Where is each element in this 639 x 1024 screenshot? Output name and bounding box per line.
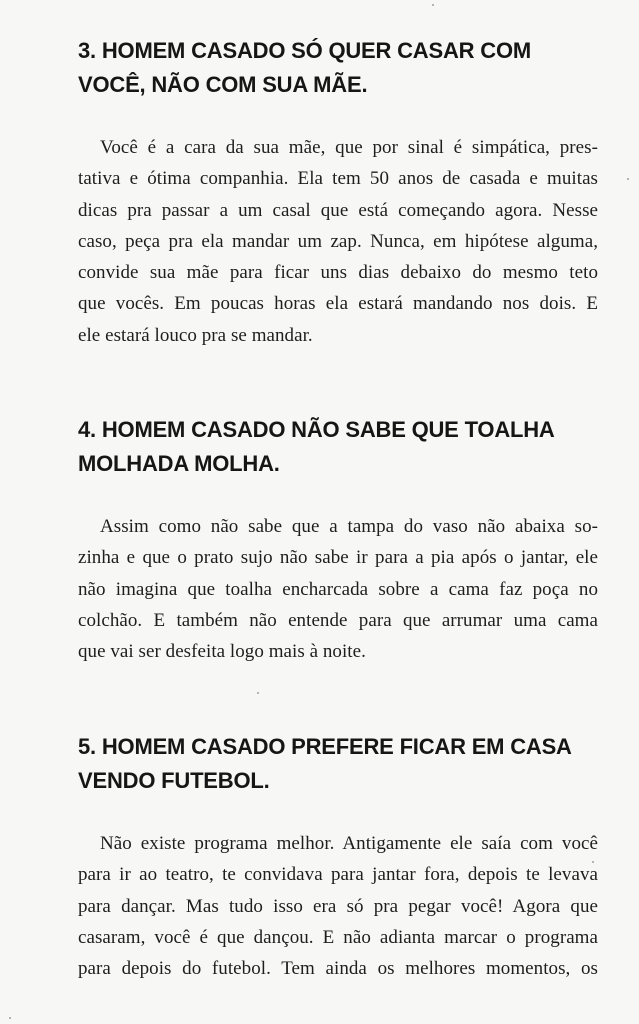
paragraph-line: convide sua mãe para ficar uns dias debaixo do mesmo teto xyxy=(78,262,598,284)
heading-line: 3. HOMEM CASADO SÓ QUER CASAR COM xyxy=(78,38,531,63)
section-paragraph xyxy=(78,511,598,667)
section-3 xyxy=(78,34,598,346)
heading-line: VENDO FUTEBOL. xyxy=(78,768,270,793)
paragraph-line: colchão. E também não entende para que arrumar uma cama xyxy=(78,609,598,631)
paragraph-line: para dançar. Mas tudo isso era só pra pegar você! Agora que xyxy=(78,895,598,917)
section-heading xyxy=(78,413,598,481)
paragraph-line: Você é a cara da sua mãe, que por sinal é simpática, pres- xyxy=(100,137,598,158)
section-heading xyxy=(78,730,598,798)
scan-speck xyxy=(9,1017,11,1019)
paragraph-line: para depois do futebol. Tem ainda os melhores momentos, os xyxy=(78,958,598,980)
section-4 xyxy=(78,413,598,663)
section-5 xyxy=(78,730,598,980)
paragraph-line: Não existe programa melhor. Antigamente ele saía com você xyxy=(100,833,598,854)
paragraph-line: Assim como não sabe que a tampa do vaso não abaixa so- xyxy=(100,516,598,537)
heading-line: MOLHADA MOLHA. xyxy=(78,451,280,476)
paragraph-line: não imagina que toalha encharcada sobre a cama faz poça no xyxy=(78,578,598,600)
scan-speck xyxy=(432,4,434,6)
paragraph-line: que vai ser desfeita logo mais à noite. xyxy=(78,641,366,663)
scan-speck xyxy=(627,178,629,180)
paragraph-line: que vocês. Em poucas horas ela estará mandando nos dois. E xyxy=(78,293,598,315)
paragraph-line: tativa e ótima companhia. Ela tem 50 anos de casada e muitas xyxy=(78,168,598,190)
section-paragraph xyxy=(78,132,598,351)
scan-speck xyxy=(257,692,259,694)
heading-line: 4. HOMEM CASADO NÃO SABE QUE TOALHA xyxy=(78,417,555,442)
paragraph-line: dicas pra passar a um casal que está começando agora. Nesse xyxy=(78,199,598,221)
heading-line: VOCÊ, NÃO COM SUA MÃE. xyxy=(78,72,368,97)
paragraph-line: caso, peça pra ela mandar um zap. Nunca, em hipótese alguma, xyxy=(78,230,598,252)
section-paragraph xyxy=(78,828,598,984)
paragraph-line: ele estará louco pra se mandar. xyxy=(78,324,313,346)
paragraph-line: casaram, você é que dançou. E não adianta marcar o programa xyxy=(78,926,598,948)
heading-line: 5. HOMEM CASADO PREFERE FICAR EM CASA xyxy=(78,734,572,759)
section-heading xyxy=(78,34,598,102)
scan-speck xyxy=(592,861,594,863)
paragraph-line: para ir ao teatro, te convidava para jantar fora, depois te levava xyxy=(78,864,598,886)
paragraph-line: zinha e que o prato sujo não sabe ir para a pia após o jantar, ele xyxy=(78,547,598,569)
